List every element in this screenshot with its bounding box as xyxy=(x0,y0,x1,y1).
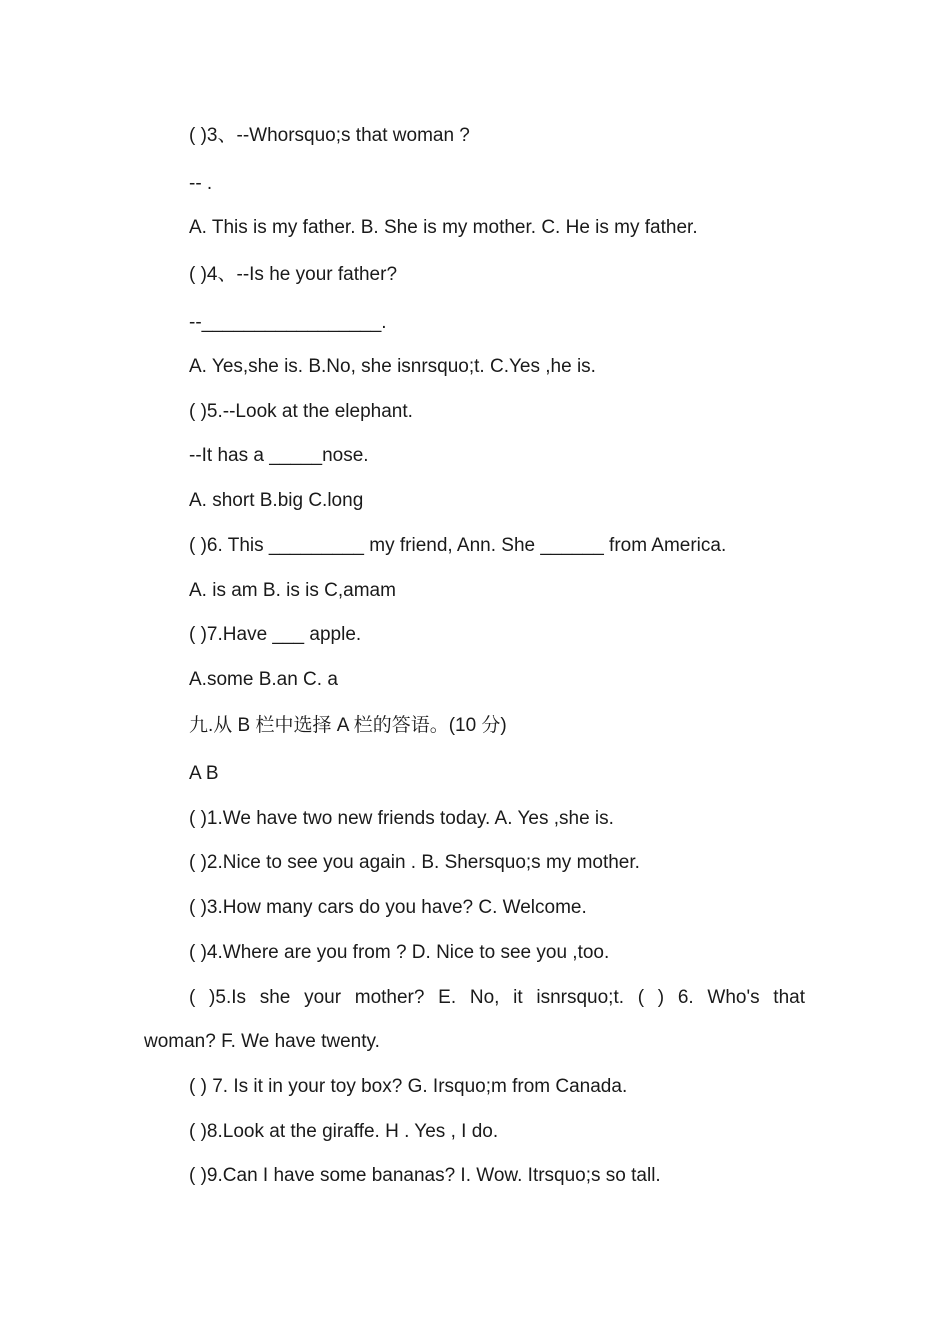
question-3-options: A. This is my father. B. She is my mother. C. He is my father. xyxy=(189,217,698,238)
question-4-options: A. Yes,she is. B.No, she isnrsquo;t. C.Yes ,he is. xyxy=(189,356,596,377)
question-5-blank-line: --It has a _____nose. xyxy=(189,445,369,466)
question-3-answer-blank: -- . xyxy=(189,173,213,194)
match-item-4: ( )4.Where are you from ? D. Nice to see you ,too. xyxy=(189,942,610,963)
question-5-prompt: ( )5.--Look at the elephant. xyxy=(189,401,413,422)
question-4-answer-blank: --_________________. xyxy=(189,312,387,333)
match-item-1: ( )1.We have two new friends today. A. Yes ,she is. xyxy=(189,808,614,829)
match-item-7: ( ) 7. Is it in your toy box? G. Irsquo;m from Canada. xyxy=(189,1076,628,1097)
question-6-prompt: ( )6. This _________ my friend, Ann. She ______ from America. xyxy=(189,535,727,556)
question-5-options: A. short B.big C.long xyxy=(189,490,364,511)
match-item-3: ( )3.How many cars do you have? C. Welcome. xyxy=(189,897,587,918)
question-4-prompt: ( )4、--Is he your father? xyxy=(189,264,398,285)
question-7-prompt: ( )7.Have ___ apple. xyxy=(189,624,362,645)
section-9-heading: 九.从 B 栏中选择 A 栏的答语。(10 分) xyxy=(189,715,507,736)
match-item-6-continued: woman? F. We have twenty. xyxy=(144,1031,380,1052)
match-item-2: ( )2.Nice to see you again . B. Shersquo;s my mother. xyxy=(189,852,640,873)
match-item-5-6: ( )5.Is she your mother? E. No, it isnrsquo;t. ( ) 6. Who's that xyxy=(189,987,805,1008)
question-7-options: A.some B.an C. a xyxy=(189,669,338,690)
question-3-prompt: ( )3、--Whorsquo;s that woman ? xyxy=(189,125,470,146)
match-item-9: ( )9.Can I have some bananas? I. Wow. Itrsquo;s so tall. xyxy=(189,1165,661,1186)
match-item-8: ( )8.Look at the giraffe. H . Yes , I do. xyxy=(189,1121,499,1142)
question-6-options: A. is am B. is is C,amam xyxy=(189,580,396,601)
column-headers: A B xyxy=(189,763,219,784)
